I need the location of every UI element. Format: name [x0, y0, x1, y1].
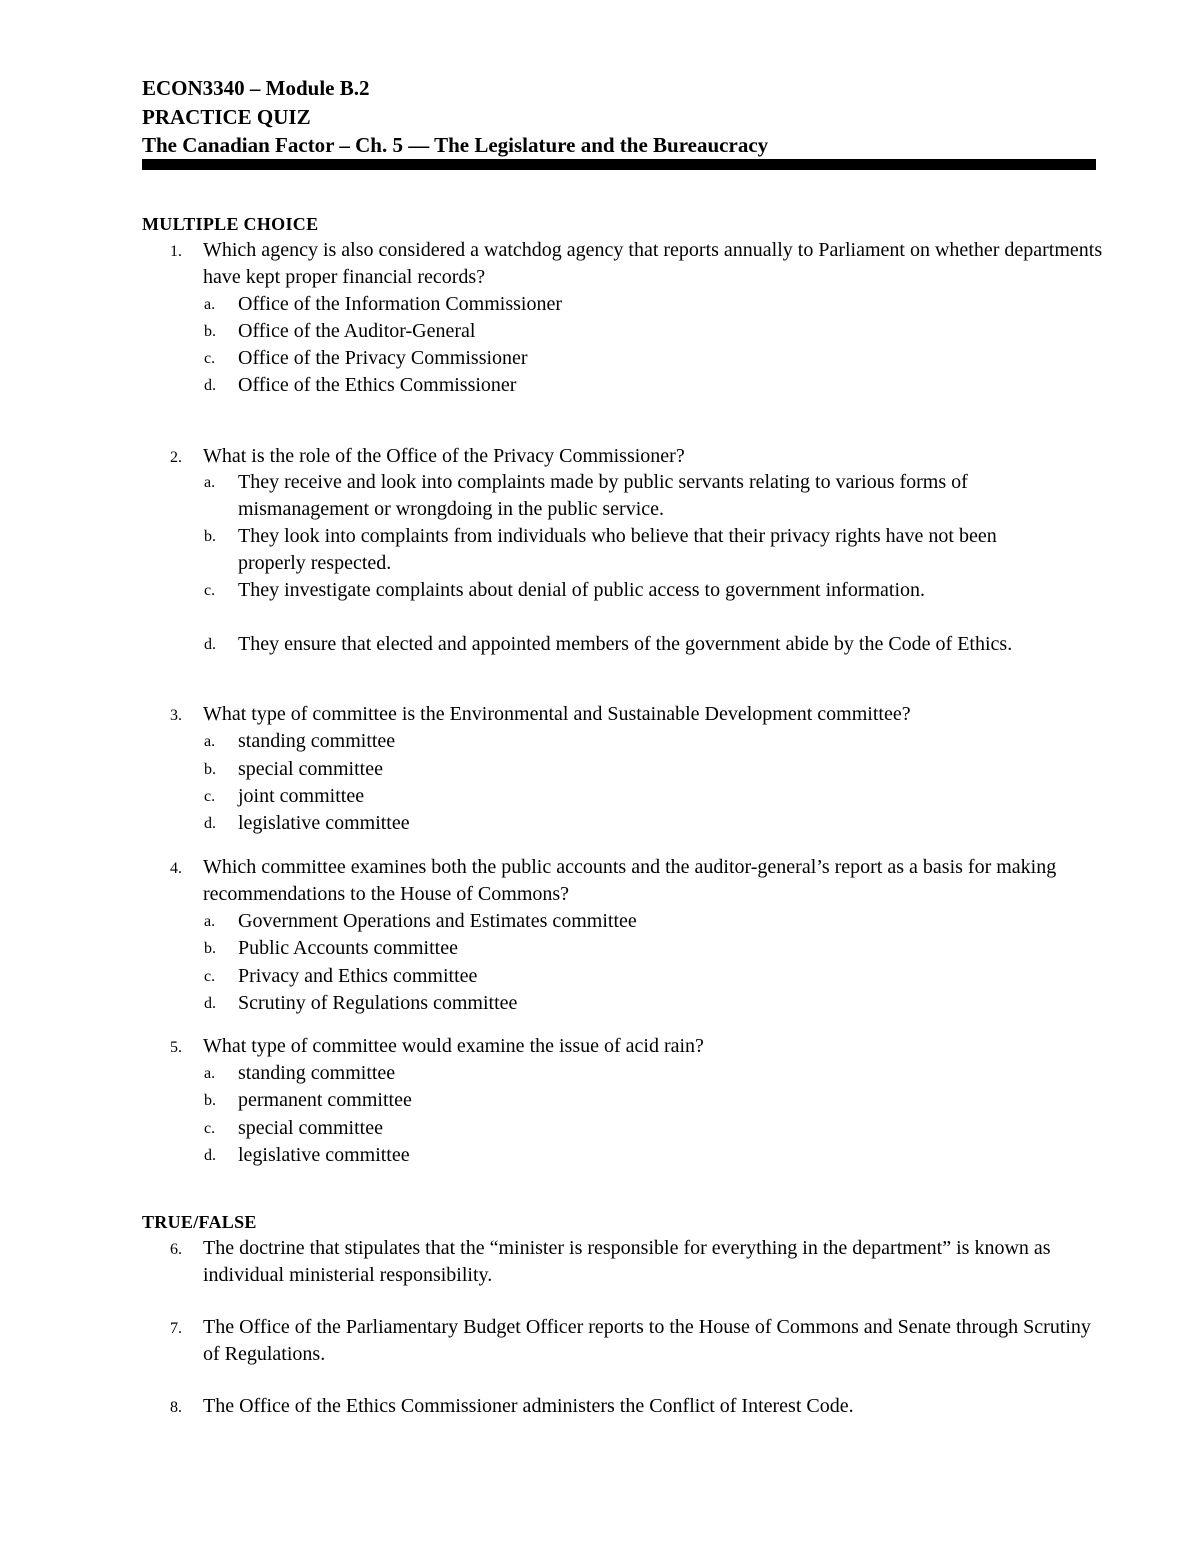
option-text: joint committee [238, 785, 365, 807]
option-letter: b. [204, 528, 216, 545]
option-text: permanent committee [238, 1089, 412, 1111]
multiple-choice-heading: MULTIPLE CHOICE [142, 214, 319, 234]
option-letter: b. [204, 761, 216, 778]
question-text: What type of committee is the Environmental and Sustainable Development committee? [203, 703, 911, 725]
option-letter: d. [204, 815, 216, 832]
option-text: standing committee [238, 730, 396, 752]
question-number: 8. [170, 1399, 182, 1416]
option-text: legislative committee [238, 1144, 410, 1166]
option-text: They look into complaints from individuals who believe that their privacy rights have not been properly respected. [238, 525, 997, 574]
question-number: 1. [170, 243, 182, 260]
option-letter: c. [204, 350, 216, 367]
option-text: special committee [238, 1117, 383, 1139]
option-text: legislative committee [238, 812, 410, 834]
option-letter: d. [204, 1147, 216, 1164]
option-letter: d. [204, 995, 216, 1012]
option-text: Privacy and Ethics committee [238, 965, 478, 987]
question-text: The Office of the Ethics Commissioner administers the Conflict of Interest Code. [203, 1395, 854, 1417]
option-text: They investigate complaints about denial of public access to government information. [238, 579, 926, 601]
option-letter: a. [204, 296, 216, 313]
option-text: special committee [238, 758, 383, 780]
header-rule [142, 159, 1096, 170]
option-letter: c. [204, 582, 216, 599]
question-text: The Office of the Parliamentary Budget Officer reports to the House of Commons and Senate through Scrutiny of Regulations. [203, 1316, 1091, 1365]
option-text: Office of the Auditor-General [238, 320, 476, 342]
option-text: standing committee [238, 1062, 396, 1084]
option-text: Public Accounts committee [238, 937, 458, 959]
question-number: 7. [170, 1320, 182, 1337]
question-number: 3. [170, 707, 182, 724]
course-title: ECON3340 – Module B.2 [142, 76, 370, 100]
option-text: Office of the Ethics Commissioner [238, 374, 517, 396]
option-text: They receive and look into complaints made by public servants relating to various forms of mismanagement or wrongdoing in the public service. [238, 471, 968, 520]
option-letter: c. [204, 1120, 216, 1137]
question-text: What is the role of the Office of the Privacy Commissioner? [203, 445, 685, 467]
option-text: They ensure that elected and appointed members of the government abide by the Code of Ethics. [238, 633, 1013, 655]
option-letter: a. [204, 913, 216, 930]
question-number: 2. [170, 449, 182, 466]
question-number: 4. [170, 860, 182, 877]
option-letter: b. [204, 940, 216, 957]
option-letter: d. [204, 636, 216, 653]
option-letter: a. [204, 474, 216, 491]
option-text: Scrutiny of Regulations committee [238, 992, 518, 1014]
question-number: 5. [170, 1039, 182, 1056]
question-text: What type of committee would examine the issue of acid rain? [203, 1035, 704, 1057]
document-type: PRACTICE QUIZ [142, 105, 311, 129]
question-text: The doctrine that stipulates that the “minister is responsible for everything in the department” is known as individual ministerial responsibility. [203, 1237, 1051, 1286]
option-text: Office of the Privacy Commissioner [238, 347, 528, 369]
option-letter: b. [204, 323, 216, 340]
option-letter: c. [204, 788, 216, 805]
option-text: Office of the Information Commissioner [238, 293, 563, 315]
question-number: 6. [170, 1241, 182, 1258]
option-letter: c. [204, 968, 216, 985]
question-text: Which committee examines both the public accounts and the auditor-general’s report as a basis for making recommendations to the House of Commons? [203, 856, 1057, 905]
true-false-heading: TRUE/FALSE [142, 1212, 257, 1232]
question-text: Which agency is also considered a watchdog agency that reports annually to Parliament on whether departments have kept proper financial records? [203, 239, 1103, 288]
option-letter: a. [204, 733, 216, 750]
option-letter: b. [204, 1092, 216, 1109]
option-letter: d. [204, 377, 216, 394]
option-text: Government Operations and Estimates committee [238, 910, 637, 932]
chapter-subtitle: The Canadian Factor – Ch. 5 — The Legislature and the Bureaucracy [142, 133, 769, 157]
option-letter: a. [204, 1065, 216, 1082]
